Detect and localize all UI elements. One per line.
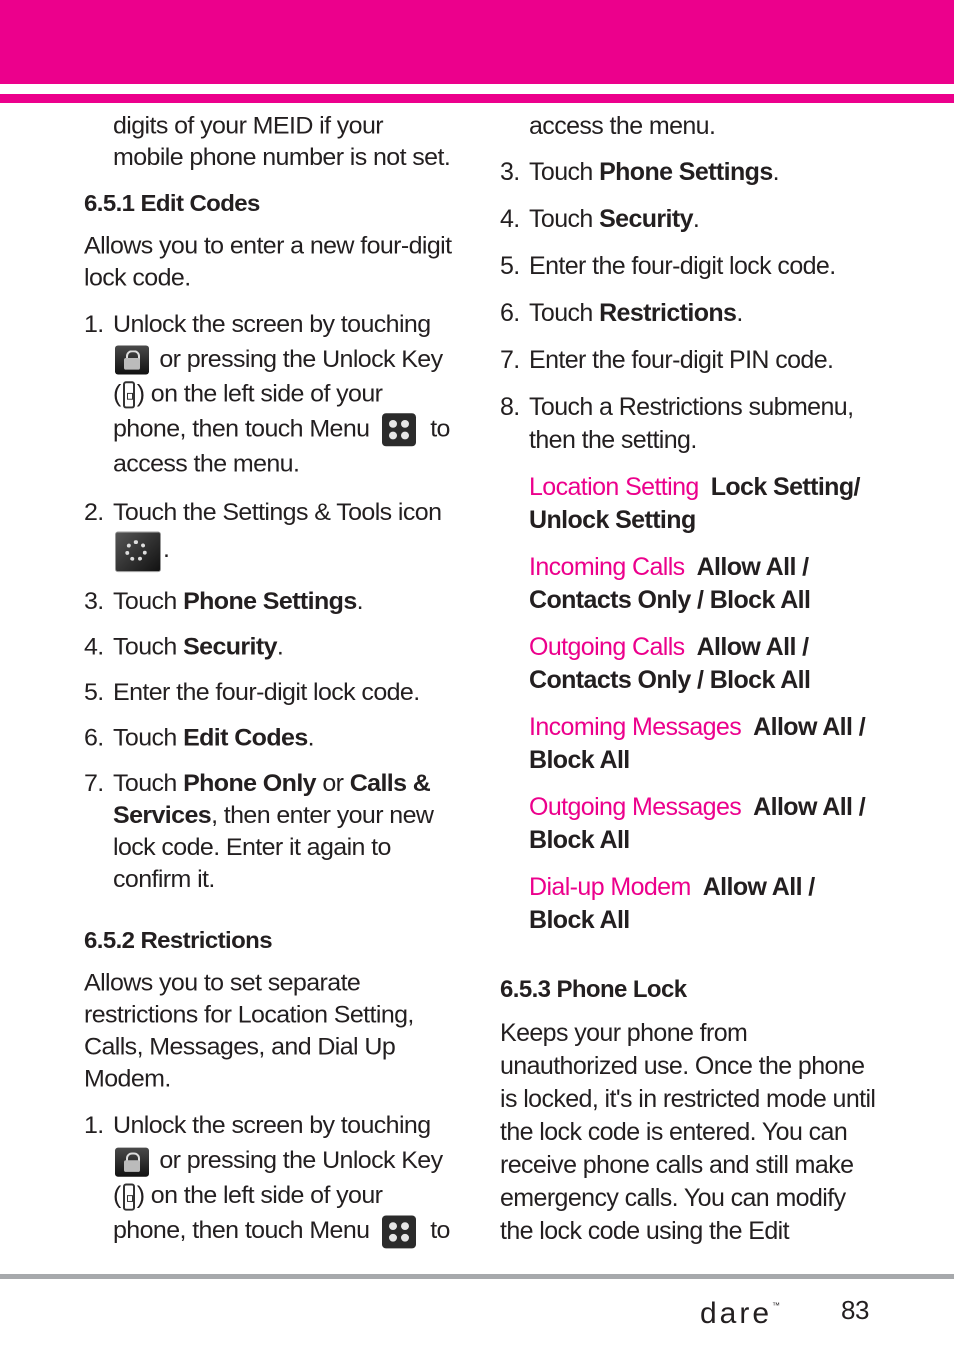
continued-text: access the menu. <box>529 112 716 140</box>
continued-text: digits of your MEID if your mobile phone number is not set. <box>113 111 451 172</box>
unlock-key-icon <box>123 1183 135 1210</box>
step-7: 7. Touch Phone Only or Calls & Services, then enter your new lock code. Enter it again to confirm it. <box>84 770 434 894</box>
option-outgoing-messages: Outgoing Messages Allow All / Block All <box>529 793 866 854</box>
option-incoming-calls: Incoming Calls Allow All / Contacts Only / Block All <box>529 553 811 614</box>
section-body: Keeps your phone from unauthorized use. Once the phone is locked, it's in restricted mode until the lock code is entered. You can receive phone calls and still make emergency calls. You can modify the lock code using the Edit <box>500 1019 876 1245</box>
option-incoming-messages: Incoming Messages Allow All / Block All <box>529 713 866 774</box>
brand-logo: dare™ <box>700 1297 781 1330</box>
step-4: 4. Touch Security. <box>84 633 284 661</box>
menu-icon <box>382 414 416 447</box>
step-5: 5. Enter the four-digit lock code. <box>500 252 836 280</box>
step-7: 7. Enter the four-digit PIN code. <box>500 346 834 374</box>
step-1: 1. Unlock the screen by touching or pressing the Unlock Key ( ) on the left side of your phone, then touch Menu to access the menu. <box>84 310 450 478</box>
menu-icon <box>382 1215 416 1248</box>
step-5: 5. Enter the four-digit lock code. <box>84 679 420 707</box>
step-6: 6. Touch Restrictions. <box>500 299 743 327</box>
section-heading-edit-codes: 6.5.1 Edit Codes <box>84 190 260 217</box>
header-stripe <box>0 94 954 103</box>
section-heading-restrictions: 6.5.2 Restrictions <box>84 928 272 955</box>
lock-icon <box>115 346 149 375</box>
footer-rule <box>0 1274 954 1279</box>
option-dial-up-modem: Dial-up Modem Allow All / Block All <box>529 873 815 934</box>
step-8: 8. Touch a Restrictions submenu, then the setting. <box>500 393 854 454</box>
settings-tools-icon <box>115 532 161 573</box>
section-heading-phone-lock: 6.5.3 Phone Lock <box>500 976 687 1003</box>
lock-icon <box>115 1147 149 1176</box>
step-3: 3. Touch Phone Settings. <box>84 588 363 616</box>
option-location-setting: Location Setting Lock Setting/ Unlock Setting <box>529 473 860 534</box>
step-1: 1. Unlock the screen by touching or pressing the Unlock Key ( ) on the left side of your phone, then touch Menu to <box>84 1108 456 1248</box>
left-column <box>84 110 456 1262</box>
step-3: 3. Touch Phone Settings. <box>500 158 779 186</box>
step-6: 6. Touch Edit Codes. <box>84 724 314 752</box>
section-intro: Allows you to set separate restrictions for Location Setting, Calls, Messages, and Dial Up Modem. <box>84 969 414 1093</box>
option-outgoing-calls: Outgoing Calls Allow All / Contacts Only / Block All <box>529 633 811 694</box>
right-column <box>500 110 880 1248</box>
unlock-key-icon <box>123 382 135 409</box>
page-number: 83 <box>841 1295 869 1325</box>
step-2: 2. Touch the Settings & Tools icon . <box>84 495 456 573</box>
section-intro: Allows you to enter a new four-digit lock code. <box>84 232 452 292</box>
header-band <box>0 0 954 84</box>
step-4: 4. Touch Security. <box>500 205 700 233</box>
